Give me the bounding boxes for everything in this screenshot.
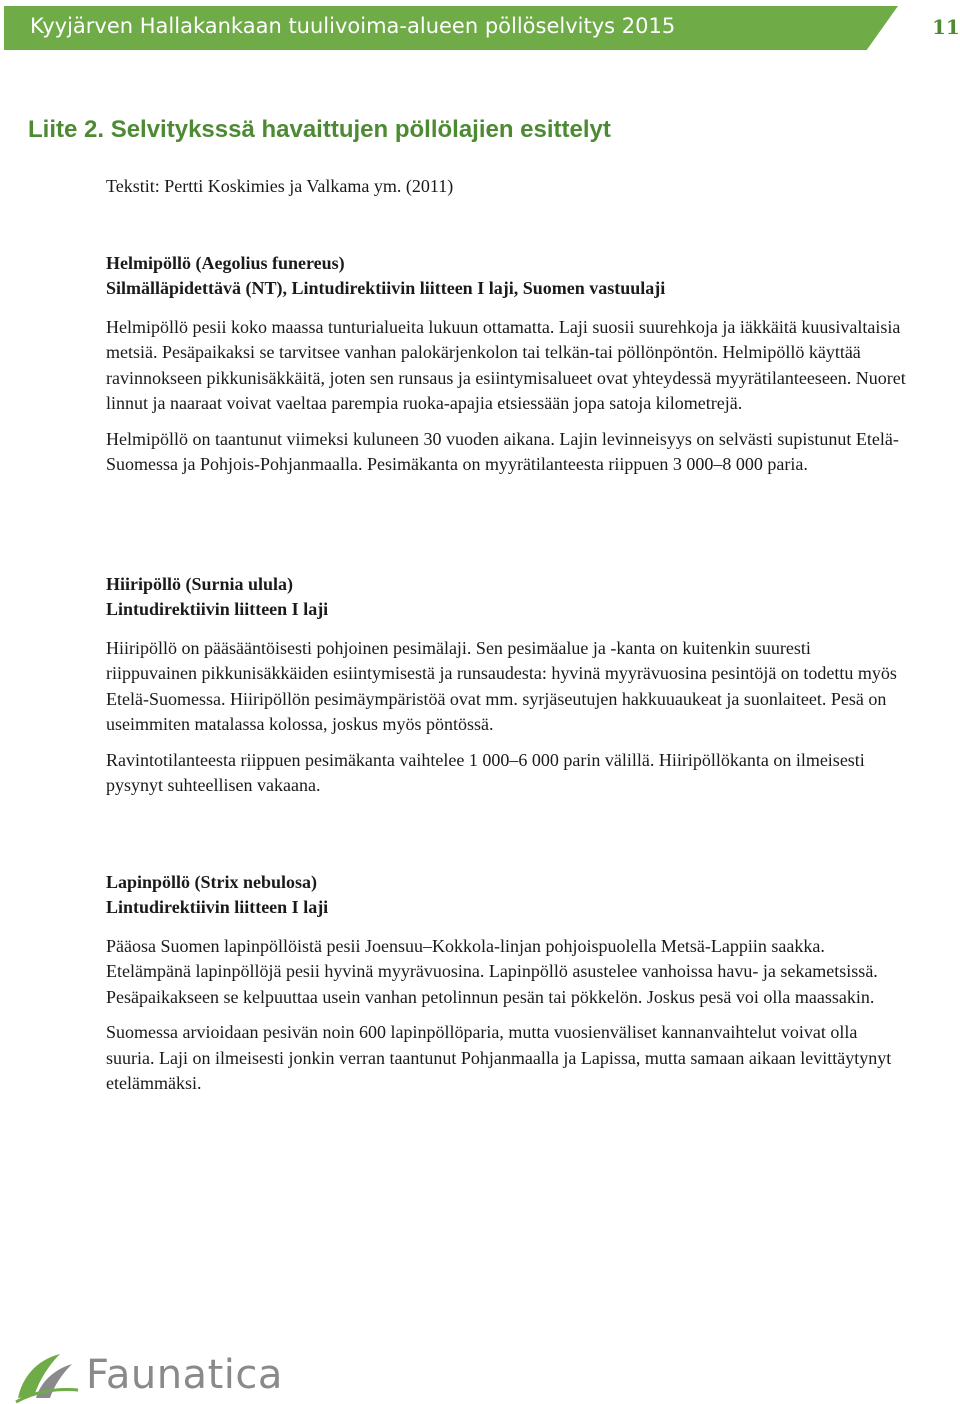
species-heading: Helmipöllö (Aegolius funereus): [106, 253, 345, 273]
species-status: Lintudirektiivin liitteen I laji: [106, 897, 329, 917]
footer-logo: [14, 1348, 294, 1404]
logo-text: Faunatica: [86, 1352, 283, 1398]
paragraph: Pääosa Suomen lapinpöllöistä pesii Joensuu–Kokkola-linjan pohjoispuolella Metsä-Lappiin saakka. Etelämpänä lapinpöllöjä pesii hyvinä myyrävuosina. Lapinpöllö asustelee vanhoissa havu- ja sekametsissä. Pesäpaikakseen se kelpuuttaa usein vanhan petolinnun pesän tai pökkelön. Joskus pesä voi olla maassakin.: [106, 936, 878, 1007]
leaf-logo-icon: [14, 1348, 80, 1404]
header-title: Kyyjärven Hallakankaan tuulivoima-alueen pöllöselvitys 2015: [30, 14, 676, 38]
credits-line: Tekstit: Pertti Koskimies ja Valkama ym. (2011): [106, 176, 454, 196]
species-status: Lintudirektiivin liitteen I laji: [106, 599, 329, 619]
page-number: 11: [932, 15, 960, 39]
appendix-title: Liite 2. Selvityksssä havaittujen pöllölajien esittelyt: [28, 116, 611, 143]
paragraph: Helmipöllö on taantunut viimeksi kuluneen 30 vuoden aikana. Lajin levinneisyys on selvästi supistunut Etelä-Suomessa ja Pohjois-Pohjanmaalla. Pesimäkanta on myyrätilanteesta riippuen 3 000–8 000 paria.: [106, 428, 899, 475]
paragraph: Hiiripöllö on pääsääntöisesti pohjoinen pesimälaji. Sen pesimäalue ja -kanta on kuitenkin suuresti riippuvainen pikkunisäkkäiden esiintymisestä ja runsaudesta: hyvinä myyrävuosina pesintöjä on todettu myös Etelä-Suomessa. Hiiripöllön pesimäympäristöä ovat mm. syrjäseutujen hakkuuaukeat ja suonlaiteet. Pesä on useimmiten matalassa kolossa, joskus myös pöntössä.: [106, 638, 897, 735]
paragraph: Suomessa arvioidaan pesivän noin 600 lapinpöllöparia, mutta vuosienväliset kannanvaihtelut voivat olla suuria. Laji on ilmeisesti jonkin verran taantunut Pohjanmaalla ja Lapissa, mutta samaan aikaan levittäytynyt etelämmäksi.: [106, 1022, 892, 1094]
section-lapinpollo: [106, 870, 906, 1096]
species-heading: Lapinpöllö (Strix nebulosa): [106, 872, 318, 892]
paragraph: Helmipöllö pesii koko maassa tunturialueita lukuun ottamatta. Laji suosii suurehkoja ja iäkkäitä kuusivaltaisia metsiä. Pesäpaikaksi se tarvitsee vanhan palokärjenkolon tai telkän-tai pöllönpöntön. Helmipöllö käyttää ravinnokseen pikkunisäkkäitä, joten sen runsaus ja esiintymisalueet ovat yhteydessä myyrätilanteeseen. Nuoret linnut ja naaraat voivat vaeltaa parempia ruoka-apajia etsiessään jopa satoja kilometrejä.: [106, 317, 906, 414]
section-hiiripollo: [106, 572, 906, 798]
section-helmipollo: [106, 251, 906, 477]
species-status: Silmälläpidettävä (NT), Lintudirektiivin liitteen I laji, Suomen vastuulaji: [106, 278, 666, 298]
species-heading: Hiiripöllö (Surnia ulula): [106, 574, 294, 594]
paragraph: Ravintotilanteesta riippuen pesimäkanta vaihtelee 1 000–6 000 parin välillä. Hiiripöllökanta on ilmeisesti pysynyt suhteellisen vakaana.: [106, 749, 865, 796]
